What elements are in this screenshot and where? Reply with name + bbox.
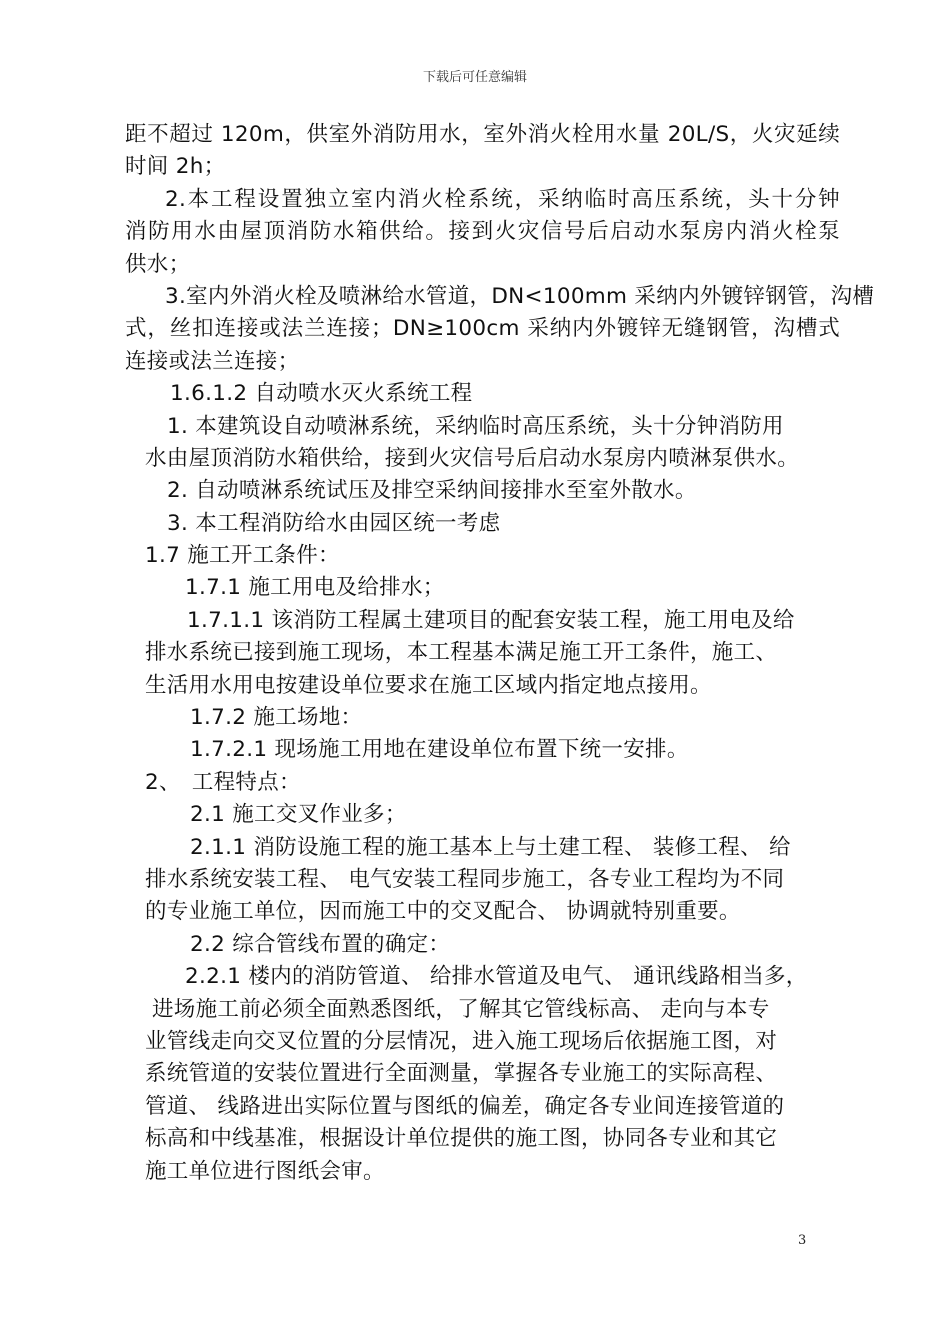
text-line: 1.7 施工开工条件： bbox=[145, 543, 340, 569]
text-line: 2.1 施工交叉作业多； bbox=[190, 802, 407, 828]
text-line: 生活用水用电按建设单位要求在施工区域内指定地点接用。 bbox=[145, 672, 712, 698]
text-line: 3.室内外消火栓及喷淋给水管道，DN<100mm 采纳内外镀锌钢管，沟槽 bbox=[165, 283, 875, 309]
text-line: 2.本工程设置独立室内消火栓系统，采纳临时高压系统，头十分钟 bbox=[165, 186, 840, 212]
text-line: 排水系统已接到施工现场，本工程基本满足施工开工条件，施工、 bbox=[145, 640, 778, 666]
text-line: 2、 工程特点： bbox=[145, 769, 301, 795]
text-line: 管道、 线路进出实际位置与图纸的偏差，确定各专业间连接管道的 bbox=[145, 1093, 785, 1119]
text-line: 1.7.1.1 该消防工程属土建项目的配套安装工程，施工用电及给 bbox=[187, 607, 795, 633]
text-line: 2. 自动喷淋系统试压及排空采纳间接排水至室外散水。 bbox=[167, 478, 697, 504]
text-line: 3. 本工程消防给水由园区统一考虑 bbox=[167, 510, 501, 536]
text-line: 标高和中线基准，根据设计单位提供的施工图，协同各专业和其它 bbox=[145, 1126, 778, 1152]
text-line: 式，丝扣连接或法兰连接；DN≥100cm 采纳内外镀锌无缝钢管，沟槽式 bbox=[125, 316, 840, 342]
text-line: 排水系统安装工程、 电气安装工程同步施工，各专业工程均为不同 bbox=[145, 866, 785, 892]
text-line: 消防用水由屋顶消防水箱供给。接到火灾信号后启动水泵房内消火栓泵 bbox=[125, 219, 840, 245]
text-line: 施工单位进行图纸会审。 bbox=[145, 1158, 385, 1184]
text-line: 1.6.1.2 自动喷水灭火系统工程 bbox=[170, 381, 473, 407]
document-body bbox=[125, 119, 875, 1188]
text-line: 2.2 综合管线布置的确定： bbox=[190, 931, 451, 957]
page-header: 下载后可任意编辑 bbox=[422, 70, 527, 85]
page-number: 3 bbox=[798, 1233, 807, 1248]
text-line: 1.7.2.1 现场施工用地在建设单位布置下统一安排。 bbox=[190, 737, 689, 763]
text-line: 供水； bbox=[125, 251, 191, 277]
text-line: 业管线走向交叉位置的分层情况，进入施工现场后依据施工图，对 bbox=[145, 1028, 778, 1054]
text-line: 的专业施工单位，因而施工中的交叉配合、 协调就特别重要。 bbox=[145, 899, 741, 925]
text-line: 距不超过 120m，供室外消防用水，室外消火栓用水量 20L/S，火灾延续 bbox=[125, 122, 840, 147]
text-line: 2.2.1 楼内的消防管道、 给排水管道及电气、 通讯线路相当多， bbox=[185, 964, 808, 990]
text-line: 1.7.1 施工用电及给排水； bbox=[185, 575, 445, 601]
text-line: 进场施工前必须全面熟悉图纸，了解其它管线标高、 走向与本专 bbox=[152, 996, 770, 1022]
text-line: 1.7.2 施工场地： bbox=[190, 705, 363, 731]
text-line: 2.1.1 消防设施工程的施工基本上与土建工程、 装修工程、 给 bbox=[190, 834, 791, 860]
text-line: 1. 本建筑设自动喷淋系统，采纳临时高压系统，头十分钟消防用 bbox=[167, 413, 784, 439]
text-line: 系统管道的安装位置进行全面测量，掌握各专业施工的实际高程、 bbox=[145, 1061, 778, 1087]
text-line: 连接或法兰连接； bbox=[125, 348, 300, 374]
text-line: 时间 2h； bbox=[125, 154, 226, 180]
text-line: 水由屋顶消防水箱供给，接到火灾信号后启动水泵房内喷淋泵供水。 bbox=[145, 445, 800, 471]
